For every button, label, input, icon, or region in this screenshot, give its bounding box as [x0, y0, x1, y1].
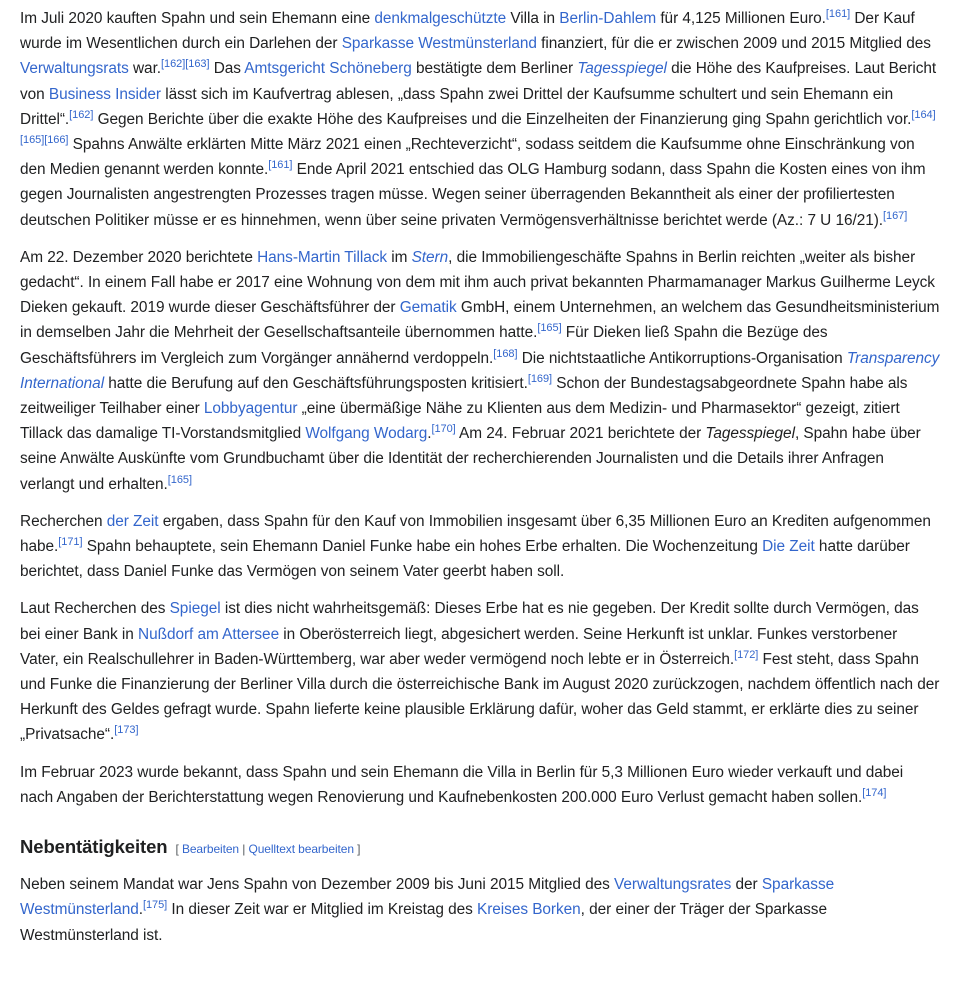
text-run: die Höhe des Kaufpreises. Laut Bericht von	[20, 60, 937, 103]
section-heading-nebentaetigkeiten	[20, 834, 940, 862]
link-tagesspiegel[interactable]: Tagesspiegel	[577, 60, 667, 78]
text-run: bestätigte dem Berliner	[411, 60, 578, 78]
link-amtsgericht-schoeneberg[interactable]: Amtsgericht Schöneberg	[244, 60, 412, 78]
reference-superscript	[431, 423, 455, 435]
reference-superscript	[161, 58, 209, 70]
reference-link[interactable]: [175]	[142, 899, 168, 912]
source-edit-link[interactable]: Quelltext bearbeiten	[248, 842, 354, 857]
reference-superscript	[734, 649, 758, 661]
paragraph	[20, 6, 940, 233]
reference-superscript	[493, 348, 517, 360]
text-run: Fest steht, dass Spahn und Funke die Finanzierung der Berliner Villa durch die österreichische Bank im August 2020 zurückzogen, nachdem öffentlich nach der Herkunft des Geldes gefragt wurde. Spahn lieferte keine plausible Erklärung dafür, woher das Geld stammt, er erklärte dies zu seiner „Privatsache“.	[20, 650, 940, 744]
text-run: Am 22. Dezember 2020 berichtete	[20, 248, 258, 266]
text-run: im	[387, 248, 412, 266]
paragraph	[20, 596, 940, 747]
text-run: , die Immobiliengeschäfte Spahns in Berlin reichten „weiter als bisher gedacht“. In einem Fall habe er 2017 eine Wohnung von dem mit ihm auch privat bekannten Pharmamanager Markus Guilherme Leyck Dieken gekauft. 2019 wurde dieser Geschäftsführer der	[20, 248, 935, 317]
text-run: , der einer der Träger der Sparkasse Westmünsterland ist.	[20, 901, 827, 944]
text-run: Das	[209, 60, 245, 78]
paragraph	[20, 245, 940, 497]
text-run: , Spahn habe über seine Anwälte Auskünfte vom Grundbuchamt über die Identität der recherchierenden Journalisten und die Details ihrer Anfragen verlangt und erhalten.	[20, 425, 921, 493]
link-sparkasse-westmuensterland[interactable]: Sparkasse Westmünsterland	[20, 876, 835, 919]
text-run: hatte darüber berichtet, dass Daniel Funke das Vermögen von seinem Vater geerbt haben soll.	[20, 538, 910, 581]
italic-text: Tagesspiegel	[705, 425, 795, 443]
link-gematik[interactable]: Gematik	[399, 299, 457, 317]
reference-superscript	[826, 8, 850, 20]
text-run: in Oberösterreich liegt, abgesichert werden. Seine Herkunft ist unklar. Funkes verstorbener Vater, ein Realschullehrer in Baden-Württemberg, war aber weder vermögend noch lebte er in Österreich.	[20, 625, 898, 668]
paragraph	[20, 760, 940, 810]
text-run: Der Kauf wurde im Wesentlichen durch ein Darlehen der	[20, 10, 915, 53]
text-run: ergaben, dass Spahn für den Kauf von Immobilien insgesamt über 6,35 Millionen Euro an Krediten aufgenommen habe.	[20, 512, 931, 556]
reference-link[interactable]: [171]	[58, 536, 83, 549]
reference-superscript	[862, 787, 886, 799]
text-run: Neben seinem Mandat war Jens Spahn von Dezember 2009 bis Juni 2015 Mitglied des	[20, 876, 615, 894]
reference-link[interactable]: [172]	[734, 648, 759, 661]
text-run: „eine übermäßige Nähe zu Klienten aus dem Medizin- und Pharmasektor“ gezeigt, zitiert Tillack das damalige TI-Vorstandsmitglied	[20, 400, 900, 443]
reference-link[interactable]: [162]	[69, 108, 94, 121]
text-run: Laut Recherchen des	[20, 600, 170, 618]
link-nussdorf-am-attersee[interactable]: Nußdorf am Attersee	[138, 625, 280, 643]
text-run: GmbH, einem Unternehmen, an welchem das Gesundheitsministerium in demselben Jahr die Mehrheit der Gesellschaftsanteile übernommen hatte.	[20, 299, 940, 342]
link-spiegel[interactable]: Spiegel	[169, 600, 221, 618]
text-run: finanziert, für die er zwischen 2009 und 2015 Mitglied des	[536, 35, 931, 53]
link-verwaltungsrates[interactable]: Verwaltungsrates	[614, 876, 732, 894]
link-transparency-international[interactable]: Transparency International	[20, 349, 940, 392]
text-run: .	[138, 901, 143, 919]
text-run: Am 24. Februar 2021 berichtete der	[455, 425, 706, 443]
text-run: Villa in	[506, 10, 560, 27]
reference-superscript	[168, 474, 192, 486]
reference-link[interactable]: [173]	[114, 724, 139, 737]
reference-superscript	[114, 724, 138, 736]
text-run: .	[427, 425, 432, 443]
link-hans-martin-tillack[interactable]: Hans-Martin Tillack	[257, 248, 387, 266]
link-verwaltungsrats[interactable]: Verwaltungsrats	[20, 60, 129, 78]
text-run: Ende April 2021 entschied das OLG Hamburg sodann, dass Spahn die Kosten eines von ihm gegen Journalisten angestrengten Prozesses tragen müsse. Wegen seiner überragenden Bekanntheit als einer der profiliertesten deutschen Politiker müsse er es hinnehmen, wenn über seine privaten Vermögensverhältnisse berichtet werde (Az.: 7 U 16/21).	[20, 161, 926, 229]
edit-link[interactable]: Bearbeiten	[181, 842, 239, 857]
link-wolfgang-wodarg[interactable]: Wolfgang Wodarg	[305, 425, 428, 443]
reference-superscript	[883, 210, 907, 222]
reference-superscript	[69, 109, 93, 121]
reference-superscript	[537, 322, 561, 334]
reference-superscript	[143, 899, 167, 911]
edit-bracket-open: [	[175, 842, 182, 857]
link-sparkasse-westmuensterland[interactable]: Sparkasse Westmünsterland	[341, 35, 537, 53]
text-run: Schon der Bundestagsabgeordnete Spahn habe als zeitweiliger Teilhaber einer	[20, 374, 908, 418]
link-business-insider[interactable]: Business Insider	[48, 85, 162, 103]
text-run: der	[731, 876, 762, 894]
text-run: für 4,125 Millionen Euro.	[656, 10, 826, 27]
section-edit-links	[175, 842, 360, 856]
text-run: Für Dieken ließ Spahn die Bezüge des Geschäftsführers im Vergleich zum Vorgänger annähernd verdoppeln.	[20, 324, 828, 367]
text-run: Die nichtstaatliche Antikorruptions-Organisation	[517, 349, 847, 367]
reference-link[interactable]: [161]	[268, 159, 293, 172]
text-run: Spahns Anwälte erklärten Mitte März 2021 einen „Rechteverzicht“, sodass seitdem die Kaufsumme ohne Einschränkung von den Medien genannt werden konnte.	[20, 136, 915, 179]
text-run: lässt sich im Kaufvertrag ablesen, „dass Spahn zwei Drittel der Kaufsumme schultert und sein Ehemann ein Drittel“.	[20, 85, 894, 128]
text-run: In dieser Zeit war er Mitglied im Kreistag des	[167, 901, 477, 919]
reference-link[interactable]: [167]	[883, 209, 908, 222]
link-berlin-dahlem[interactable]: Berlin-Dahlem	[559, 10, 657, 27]
reference-superscript	[528, 373, 552, 385]
reference-superscript	[58, 536, 82, 548]
link-die-zeit[interactable]: Die Zeit	[762, 538, 815, 556]
reference-link[interactable]: [162][163]	[161, 58, 210, 71]
link-kreises-borken[interactable]: Kreises Borken	[477, 901, 581, 919]
text-run: Im Juli 2020 kauften Spahn und sein Ehemann eine	[20, 10, 375, 27]
article-section-finances	[20, 6, 940, 810]
text-run: ist dies nicht wahrheitsgemäß: Dieses Erbe hat es nie gegeben. Der Kredit sollte durch Vermögen, das bei einer Bank in	[20, 600, 919, 643]
text-run: Im Februar 2023 wurde bekannt, dass Spahn und sein Ehemann die Villa in Berlin für 5,3 Millionen Euro wieder verkauft und dabei nach Angaben der Berichterstattung wegen Renovierung und Kaufnebenkosten 200.000 Euro Verlust gemacht haben sollen.	[20, 763, 904, 806]
reference-link[interactable]: [164][165][166]	[20, 108, 936, 147]
paragraph	[20, 509, 940, 585]
reference-superscript	[268, 159, 292, 171]
paragraph	[20, 872, 940, 948]
link-der-zeit[interactable]: der Zeit	[106, 512, 159, 530]
edit-bracket-close: ]	[353, 842, 361, 857]
reference-link[interactable]: [174]	[862, 786, 887, 799]
reference-link[interactable]: [165]	[537, 322, 562, 335]
link-lobbyagentur[interactable]: Lobbyagentur	[203, 400, 298, 418]
reference-link[interactable]: [169]	[527, 372, 553, 385]
text-run: Gegen Berichte über die exakte Höhe des Kaufpreises und die Einzelheiten der Finanzierung ging Spahn gerichtlich vor.	[93, 110, 912, 128]
article-section-nebentaetigkeiten	[20, 872, 940, 948]
link-stern[interactable]: Stern	[411, 248, 449, 266]
reference-link[interactable]: [161]	[825, 8, 851, 20]
reference-link[interactable]: [165]	[167, 473, 192, 486]
edit-separator: |	[238, 842, 249, 857]
text-run: war.	[128, 60, 162, 78]
section-title: Nebentätigkeiten	[20, 836, 168, 858]
reference-link[interactable]: [170]	[431, 423, 456, 436]
link-denkmalgeschuetzte[interactable]: denkmalgeschützte	[374, 10, 507, 27]
text-run: hatte die Berufung auf den Geschäftsführungsposten kritisiert.	[104, 374, 528, 392]
reference-link[interactable]: [168]	[493, 347, 518, 360]
text-run: Spahn behauptete, sein Ehemann Daniel Funke habe ein hohes Erbe erhalten. Die Wochenzeitung	[82, 538, 763, 556]
article-body	[20, 0, 940, 960]
text-run: Recherchen	[20, 512, 107, 530]
